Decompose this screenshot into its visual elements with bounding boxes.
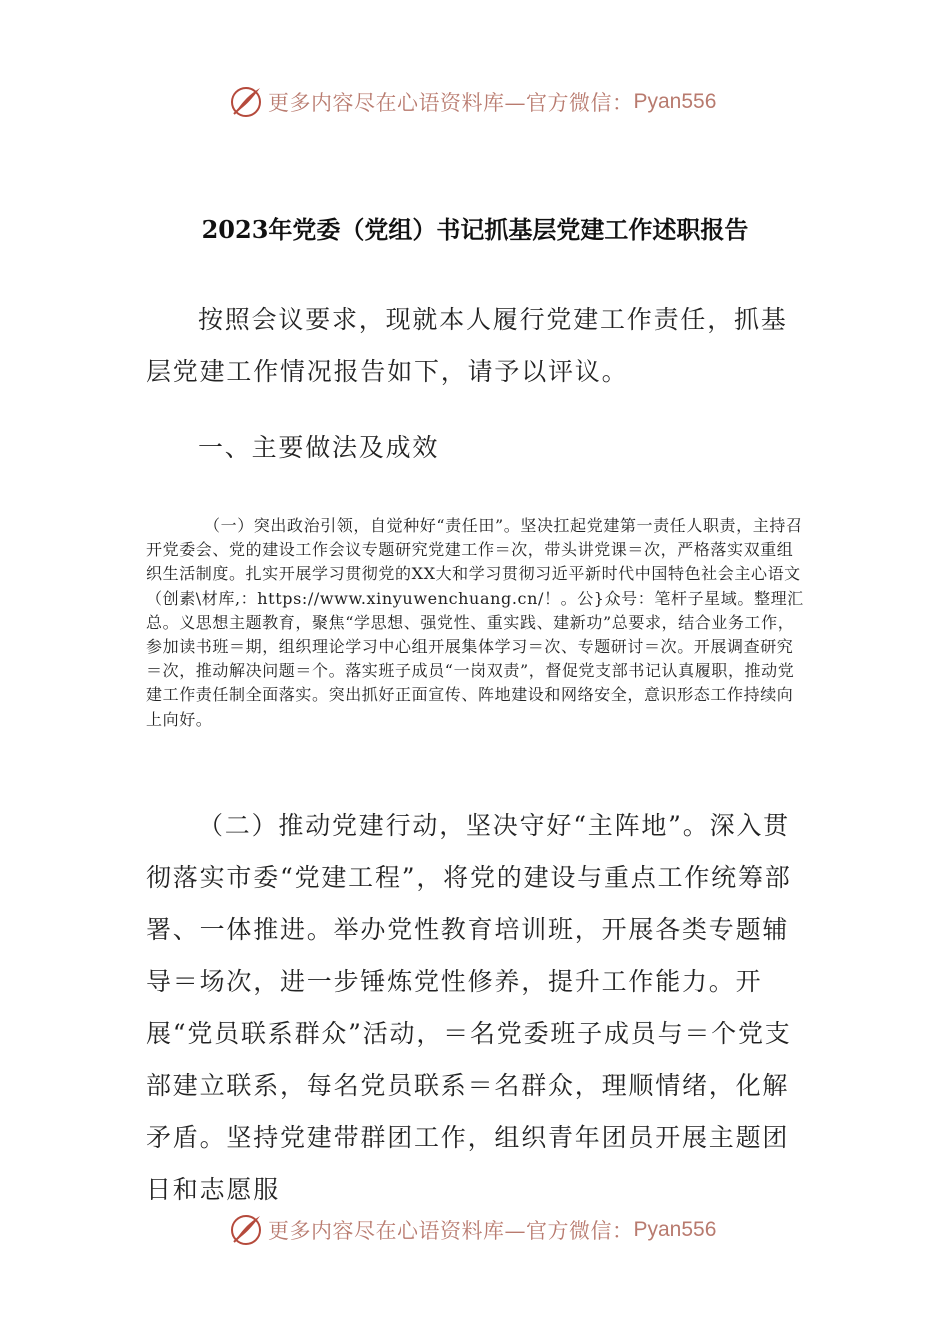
banner-text: 更多内容尽在心语资料库—官方微信： [268,1219,634,1243]
banner-wechat-id: Pyan556 [633,1218,717,1241]
quill-pen-icon [228,84,264,120]
quill-pen-icon [228,1212,264,1248]
paragraph-one: （一）突出政治引领，自觉种好“责任田”。坚决扛起党建第一责任人职责，主持召开党委会、党的建设工作会议专题研究党建工作＝次，带头讲党课＝次，严格落实双重组织生活制度。扎实开展学习贯彻党的XX大和学习贯彻习近平新时代中国特色社会主心语文（创素\材库,：https://www.xinyuwenchuang.cn/！。公}众号：笔杆子星域。整理汇总。义思想主题教育，聚焦“学思想、强党性、重实践、建新功”总要求，结合业务工作，参加读书班＝期，组织理论学习中心组开展集体学习＝次、专题研讨＝次。开展调查研究＝次，推动解决问题＝个。落实班子成员“一岗双责”，督促党支部书记认真履职，推动党建工作责任制全面落实。突出抓好正面宣传、阵地建设和网络安全，意识形态工作持续向上向好。 [146,516,804,729]
document-title: 2023年党委（党组）书记抓基层党建工作述职报告 [201,215,749,244]
footer-watermark-banner [228,1210,716,1250]
intro-paragraph: 按照会议要求，现就本人履行党建工作责任，抓基层党建工作情况报告如下，请予以评议。 [146,305,788,386]
header-watermark-banner [228,82,716,122]
banner-wechat-id: Pyan556 [633,90,717,113]
banner-text: 更多内容尽在心语资料库—官方微信： [268,91,634,115]
section-heading: 一、主要做法及成效 [198,433,440,462]
paragraph-two: （二）推动党建行动，坚决守好“主阵地”。深入贯彻落实市委“党建工程”，将党的建设与重点工作统筹部署、一体推进。举办党性教育培训班，开展各类专题辅导＝场次，进一步锤炼党性修养，提升工作能力。开展“党员联系群众”活动，＝名党委班子成员与＝个党支部建立联系，每名党员联系＝名群众，理顺情绪，化解矛盾。坚持党建带群团工作，组织青年团员开展主题团日和志愿服 [146,811,792,1204]
